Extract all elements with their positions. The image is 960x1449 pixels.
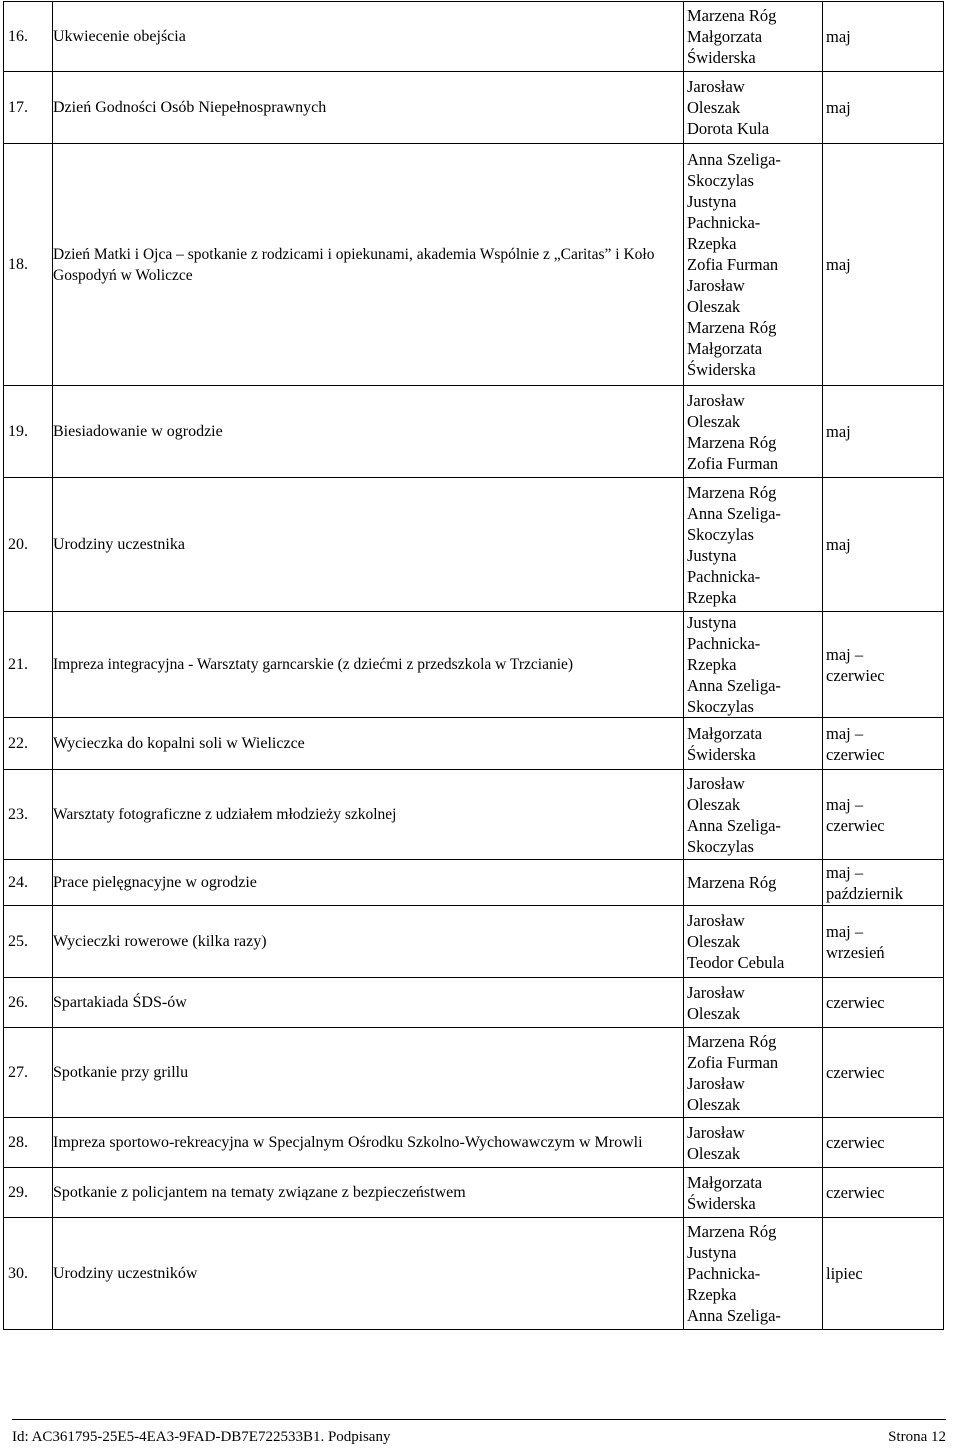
table-row — [4, 478, 944, 612]
person-line: Oleszak — [687, 794, 741, 814]
responsible-persons — [684, 1028, 823, 1118]
responsible-persons — [684, 1118, 823, 1168]
event-cell — [53, 72, 684, 144]
row-number: 30. — [4, 1218, 53, 1330]
event-name: Wycieczka do kopalni soli w Wieliczce — [53, 735, 305, 752]
date-cell — [823, 860, 944, 906]
date-cell: maj — [823, 144, 944, 386]
event-name: Biesiadowanie w ogrodzie — [53, 423, 223, 440]
table-row — [4, 860, 944, 906]
table-row — [4, 72, 944, 144]
date-start: maj – — [826, 644, 864, 664]
page-number: Strona 12 — [888, 1429, 946, 1445]
responsible-persons — [684, 144, 823, 386]
person-line: Oleszak — [687, 1003, 741, 1023]
table-row — [4, 1218, 944, 1330]
row-number: 19. — [4, 386, 53, 478]
person-line: Zofia Furman — [687, 255, 779, 274]
event-name: Warsztaty fotograficzne z udziałem młodzieży szkolnej — [53, 806, 397, 823]
event-cell — [53, 2, 684, 72]
responsible-persons — [684, 906, 823, 978]
event-name: Spotkanie przy grillu — [53, 1064, 189, 1081]
event-name: Urodziny uczestników — [53, 1265, 198, 1282]
event-name: Urodziny uczestnika — [53, 536, 185, 553]
date-start: maj – — [826, 794, 864, 814]
event-cell — [53, 1118, 684, 1168]
person-line: Anna Szeliga- — [687, 503, 781, 523]
person-line: Marzena Róg — [687, 1031, 777, 1051]
date-end: październik — [826, 883, 903, 903]
row-number: 18. — [4, 144, 53, 386]
person-line: Oleszak — [687, 932, 741, 951]
person-line: Małgorzata — [687, 1172, 763, 1192]
event-cell — [53, 1218, 684, 1330]
event-cell — [53, 1168, 684, 1218]
schedule-body — [4, 2, 944, 1330]
row-number: 22. — [4, 718, 53, 770]
table-row — [4, 2, 944, 72]
schedule-table — [3, 1, 944, 1330]
person-line: Oleszak — [687, 1143, 741, 1163]
person-line: Pachnicka- — [687, 213, 761, 232]
event-name: Spotkanie z policjantem na tematy związane z bezpieczeństwem — [53, 1184, 466, 1201]
person-line: Świderska — [687, 48, 756, 67]
responsible-persons — [684, 612, 823, 718]
date-cell: czerwiec — [823, 978, 944, 1028]
person-line: Jarosław — [687, 1122, 745, 1142]
person-line: Marzena Róg — [687, 1222, 777, 1241]
date-start: maj – — [826, 921, 864, 941]
row-number: 28. — [4, 1118, 53, 1168]
page-footer — [12, 1419, 946, 1446]
person-line: Marzena Róg — [687, 873, 777, 892]
date-end: wrzesień — [826, 942, 885, 962]
row-number: 26. — [4, 978, 53, 1028]
row-number: 24. — [4, 860, 53, 906]
event-cell — [53, 144, 684, 386]
row-number: 23. — [4, 770, 53, 860]
person-line: Dorota Kula — [687, 119, 770, 138]
person-line: Marzena Róg — [687, 6, 777, 25]
person-line: Anna Szeliga- — [687, 815, 781, 835]
event-cell — [53, 478, 684, 612]
person-line: Jarosław — [687, 390, 745, 410]
person-line: Rzepka — [687, 1285, 737, 1304]
responsible-persons — [684, 1218, 823, 1330]
responsible-persons — [684, 978, 823, 1028]
table-row — [4, 612, 944, 718]
date-cell: czerwiec — [823, 1168, 944, 1218]
person-line: Zofia Furman — [687, 1052, 779, 1072]
person-line: Jarosław — [687, 773, 745, 793]
event-cell — [53, 1028, 684, 1118]
row-number: 17. — [4, 72, 53, 144]
event-cell — [53, 386, 684, 478]
row-number: 27. — [4, 1028, 53, 1118]
person-line: Rzepka — [687, 587, 737, 607]
person-line: Oleszak — [687, 411, 741, 431]
event-name: Impreza sportowo-rekreacyjna w Specjalnym Ośrodku Szkolno-Wychowawczym w Mrowli — [53, 1134, 643, 1151]
responsible-persons — [684, 860, 823, 906]
person-line: Justyna — [687, 613, 737, 632]
date-cell: maj — [823, 386, 944, 478]
row-number: 16. — [4, 2, 53, 72]
person-line: Rzepka — [687, 234, 737, 253]
person-line: Skoczylas — [687, 524, 754, 544]
person-line: Justyna — [687, 1243, 737, 1262]
event-name: Spartakiada ŚDS-ów — [53, 994, 187, 1011]
table-row — [4, 1118, 944, 1168]
table-row — [4, 1168, 944, 1218]
person-line: Skoczylas — [687, 171, 754, 190]
person-line: Rzepka — [687, 655, 737, 674]
event-cell — [53, 906, 684, 978]
event-name: Impreza integracyjna - Warsztaty garncarskie (z dziećmi z przedszkola w Trzcianie) — [53, 656, 574, 673]
person-line: Anna Szeliga- — [687, 676, 781, 695]
date-cell — [823, 718, 944, 770]
person-line: Małgorzata — [687, 723, 763, 743]
table-row — [4, 770, 944, 860]
responsible-persons — [684, 478, 823, 612]
person-line: Marzena Róg — [687, 318, 777, 337]
person-line: Pachnicka- — [687, 1264, 761, 1283]
event-cell — [53, 978, 684, 1028]
date-end: czerwiec — [826, 815, 885, 835]
event-cell — [53, 612, 684, 718]
person-line: Skoczylas — [687, 836, 754, 856]
responsible-persons — [684, 718, 823, 770]
date-end: czerwiec — [826, 744, 885, 764]
responsible-persons — [684, 1168, 823, 1218]
date-cell — [823, 770, 944, 860]
person-line: Pachnicka- — [687, 634, 761, 653]
responsible-persons — [684, 72, 823, 144]
table-row — [4, 906, 944, 978]
person-line: Jarosław — [687, 982, 745, 1002]
responsible-persons — [684, 2, 823, 72]
event-name: Ukwiecenie obejścia — [53, 28, 186, 45]
responsible-persons — [684, 386, 823, 478]
person-line: Marzena Róg — [687, 432, 777, 452]
person-line: Zofia Furman — [687, 453, 779, 473]
event-name: Dzień Matki i Ojca – spotkanie z rodzicami i opiekunami, akademia Wspólnie z „Caritas” i Koło Gospodyń w Woliczce — [53, 245, 655, 284]
person-line: Małgorzata — [687, 339, 763, 358]
table-row — [4, 1028, 944, 1118]
row-number: 20. — [4, 478, 53, 612]
date-cell: maj — [823, 72, 944, 144]
person-line: Anna Szeliga- — [687, 1306, 781, 1325]
event-name: Prace pielęgnacyjne w ogrodzie — [53, 874, 257, 891]
responsible-persons — [684, 770, 823, 860]
person-line: Jarosław — [687, 911, 745, 930]
person-line: Małgorzata — [687, 27, 763, 46]
table-row — [4, 144, 944, 386]
event-cell — [53, 860, 684, 906]
person-line: Jarosław — [687, 77, 745, 96]
person-line: Oleszak — [687, 1094, 741, 1114]
date-start: maj – — [826, 723, 864, 743]
person-line: Skoczylas — [687, 697, 754, 716]
person-line: Justyna — [687, 192, 737, 211]
event-cell — [53, 718, 684, 770]
date-start: maj – — [826, 862, 864, 882]
date-cell: czerwiec — [823, 1028, 944, 1118]
person-line: Pachnicka- — [687, 566, 761, 586]
person-line: Anna Szeliga- — [687, 150, 781, 169]
date-cell: lipiec — [823, 1218, 944, 1330]
person-line: Marzena Róg — [687, 482, 777, 502]
date-end: czerwiec — [826, 665, 885, 685]
date-cell — [823, 906, 944, 978]
event-name: Dzień Godności Osób Niepełnosprawnych — [53, 99, 327, 116]
event-cell — [53, 770, 684, 860]
document-id: Id: AC361795-25E5-4EA3-9FAD-DB7E722533B1. Podpisany — [12, 1429, 391, 1445]
date-cell: maj — [823, 2, 944, 72]
row-number: 29. — [4, 1168, 53, 1218]
person-line: Jarosław — [687, 276, 745, 295]
person-line: Świderska — [687, 744, 756, 764]
person-line: Justyna — [687, 545, 737, 565]
person-line: Oleszak — [687, 98, 741, 117]
person-line: Teodor Cebula — [687, 953, 785, 972]
row-number: 25. — [4, 906, 53, 978]
table-row — [4, 978, 944, 1028]
event-name: Wycieczki rowerowe (kilka razy) — [53, 933, 267, 950]
person-line: Oleszak — [687, 297, 741, 316]
date-cell: czerwiec — [823, 1118, 944, 1168]
person-line: Świderska — [687, 1193, 756, 1213]
person-line: Jarosław — [687, 1073, 745, 1093]
person-line: Świderska — [687, 360, 756, 379]
row-number: 21. — [4, 612, 53, 718]
table-row — [4, 386, 944, 478]
date-cell — [823, 612, 944, 718]
table-row — [4, 718, 944, 770]
date-cell: maj — [823, 478, 944, 612]
